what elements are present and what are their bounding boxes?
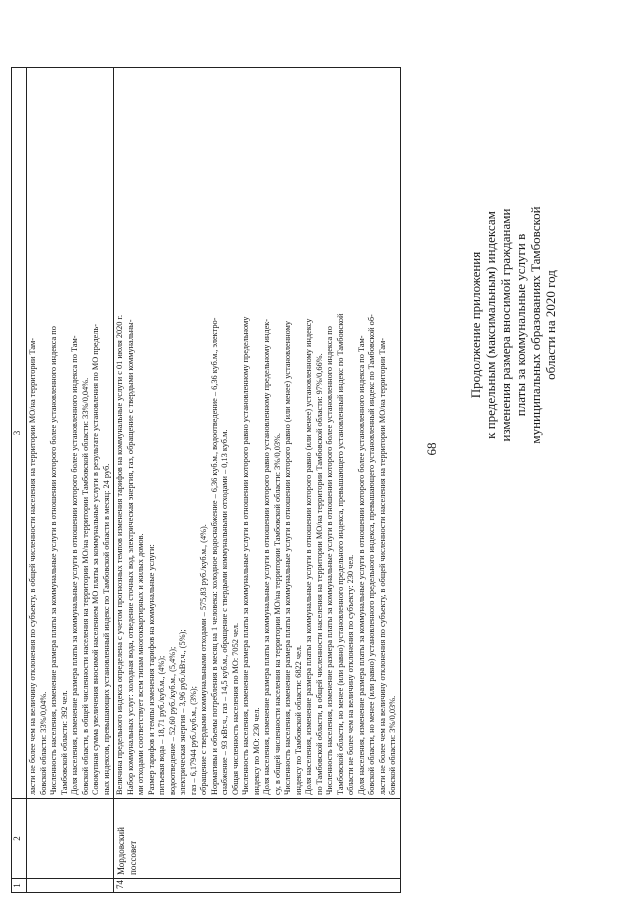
text-line: Совокупная сумма увеличения вносимой населением МО платы за коммунальные услуги в результате установления по МО предель- (91, 323, 100, 795)
municipality-name-line: Мордовский (116, 827, 126, 875)
text-line: Размер тарифов и темпы изменения тарифов на коммунальные услуги: (146, 544, 156, 795)
row-number-cell (27, 879, 114, 893)
table-row (27, 68, 114, 893)
text-line: ласти не более чем на величину отклонения по субъекту, в общей численности населения на территории МО/на территории Там- (28, 337, 37, 795)
table-header-row (12, 68, 27, 893)
text-line: Численность населения, изменение размера платы за коммунальные услуги в отношении которого равно установленному предельному (241, 316, 250, 795)
text-line: снабжение – 93 кВт.ч., газ – 14,5 куб.м., обращение с твердыми коммунальными отходами – 0,13 куб.м. (220, 429, 229, 795)
municipality-name (114, 799, 401, 879)
text-line: электрическая энергия – 3,96 руб./кВт.ч., (5%); (178, 629, 187, 795)
index-table (11, 67, 401, 893)
text-line: ми отходами соответствует всем типам многоквартирных и жилых домов. (136, 533, 145, 795)
text-line: бовской области: 3%/0,03%. (388, 695, 397, 795)
table-row (114, 68, 401, 893)
municipality-name-line: поссовет (128, 840, 138, 875)
text-line: Доля населения, изменение размера платы за коммунальные услуги в отношении которого равно (или менее) установленному индексу (304, 318, 313, 795)
text-line: Набор коммунальных услуг: холодная вода, отведение сточных вод, электрическая энергия, газ, обращение с твердыми коммунальны- (125, 319, 135, 795)
row-text-cell (114, 68, 401, 799)
header-line: изменения размера вносимой гражданами (498, 208, 513, 442)
page-number: 68 (424, 442, 439, 456)
row-name-cell (27, 799, 114, 879)
text-line: Общая численность населения по МО: 7052 чел. (230, 622, 240, 795)
text-line: Доля населения, изменение размера платы за коммунальные услуги в отношении которого равно установленному предельному индек- (262, 318, 271, 795)
text-line: области не более чем на величину отклонения по субъекту: 230 чел. (346, 554, 355, 795)
text-line: Доля населения, изменение размера платы за коммунальные услуги в отношении которого более установленного индекса по Там- (356, 335, 366, 795)
text-line: ласти не более чем на величину отклонения по субъекту, в общей численности населения на территории МО/на территории Там- (377, 337, 387, 795)
text-line: Нормативы и объемы потребления в месяц на 1 человека: холодное водоснабжение – 6,36 куб.м., водоотведение – 6,36 куб.м., электро- (209, 317, 219, 795)
header-line: платы за коммунальные услуги в (513, 233, 528, 417)
header-line: области на 2020 год (543, 270, 558, 380)
text-line: Тамбовской области: 392 чел. (59, 690, 69, 795)
text-line: су, в общей численности населения на территории МО/на территории Тамбовской области: 3%/0,03%. (272, 432, 282, 795)
text-line: водоотведение – 52,60 руб./куб.м., (5,4%); (167, 646, 177, 795)
column-header: 1 (12, 879, 27, 893)
header-line: к предельным (максимальным) индексам (483, 211, 498, 439)
text-line: индексу по МО: 230 чел. (251, 707, 261, 795)
header-line: Продолжение приложения (468, 251, 483, 399)
column-header: 2 (12, 799, 27, 879)
text-line: бовской области, но менее (или равно) установленного предельного индекса, превышающего установленный индекс по Тамбовской об- (367, 314, 376, 795)
text-line: Численность населения, изменение размера платы за коммунальные услуги в отношении которого равно (или менее) установленному (283, 321, 292, 795)
appendix-header (468, 45, 558, 605)
text-line: Численность населения, изменение размера платы за коммунальные услуги в отношении которого более установленного индекса по (325, 326, 334, 795)
text-line: Доля населения, изменение размера платы за коммунальные услуги в отношении которого более установленного индекса по Там- (70, 335, 79, 795)
text-line: бовской области: 33%/0,04%. (38, 691, 48, 795)
text-line: газ – 6,17944 руб./куб.м., (3%); (188, 686, 198, 795)
header-line: муниципальных образованиях Тамбовской (528, 206, 543, 444)
text-line: Численность населения, изменение размера платы за коммунальные услуги в отношении которого более установленного индекса по (49, 326, 58, 795)
row-text-cell (27, 68, 114, 799)
text-line: индексу по Тамбовской области: 6822 чел. (293, 645, 303, 795)
text-line: обращение с твердыми коммунальными отходами – 575,83 руб./куб.м., (4%). (199, 524, 208, 795)
text-line: питьевая вода – 18,71 руб./куб.м., (4%); (157, 655, 166, 795)
text-line: Тамбовской области, но менее (или равно) установленного предельного индекса, превышающего установленный индекс по Тамбовской (335, 313, 345, 795)
text-line: бовской области, в общей численности населения на территории МО/на территории Тамбовской области: 33%/0,04%. (80, 377, 90, 795)
text-line: Величина предельного индекса определена с учетом прогнозных темпов изменения тарифов на коммунальные услуги с 01 июля 2020 г. (115, 314, 124, 795)
text-line: ных индексов, превышающих установленный индекс по Тамбовской области в месяц: 24 руб. (101, 463, 111, 795)
text-line: по Тамбовской области, в общей численности населения на территории МО/на территории Тамбовской области: 97%/0,66%. (314, 353, 324, 795)
column-header: 3 (12, 68, 27, 799)
row-number: 74 (114, 879, 401, 893)
